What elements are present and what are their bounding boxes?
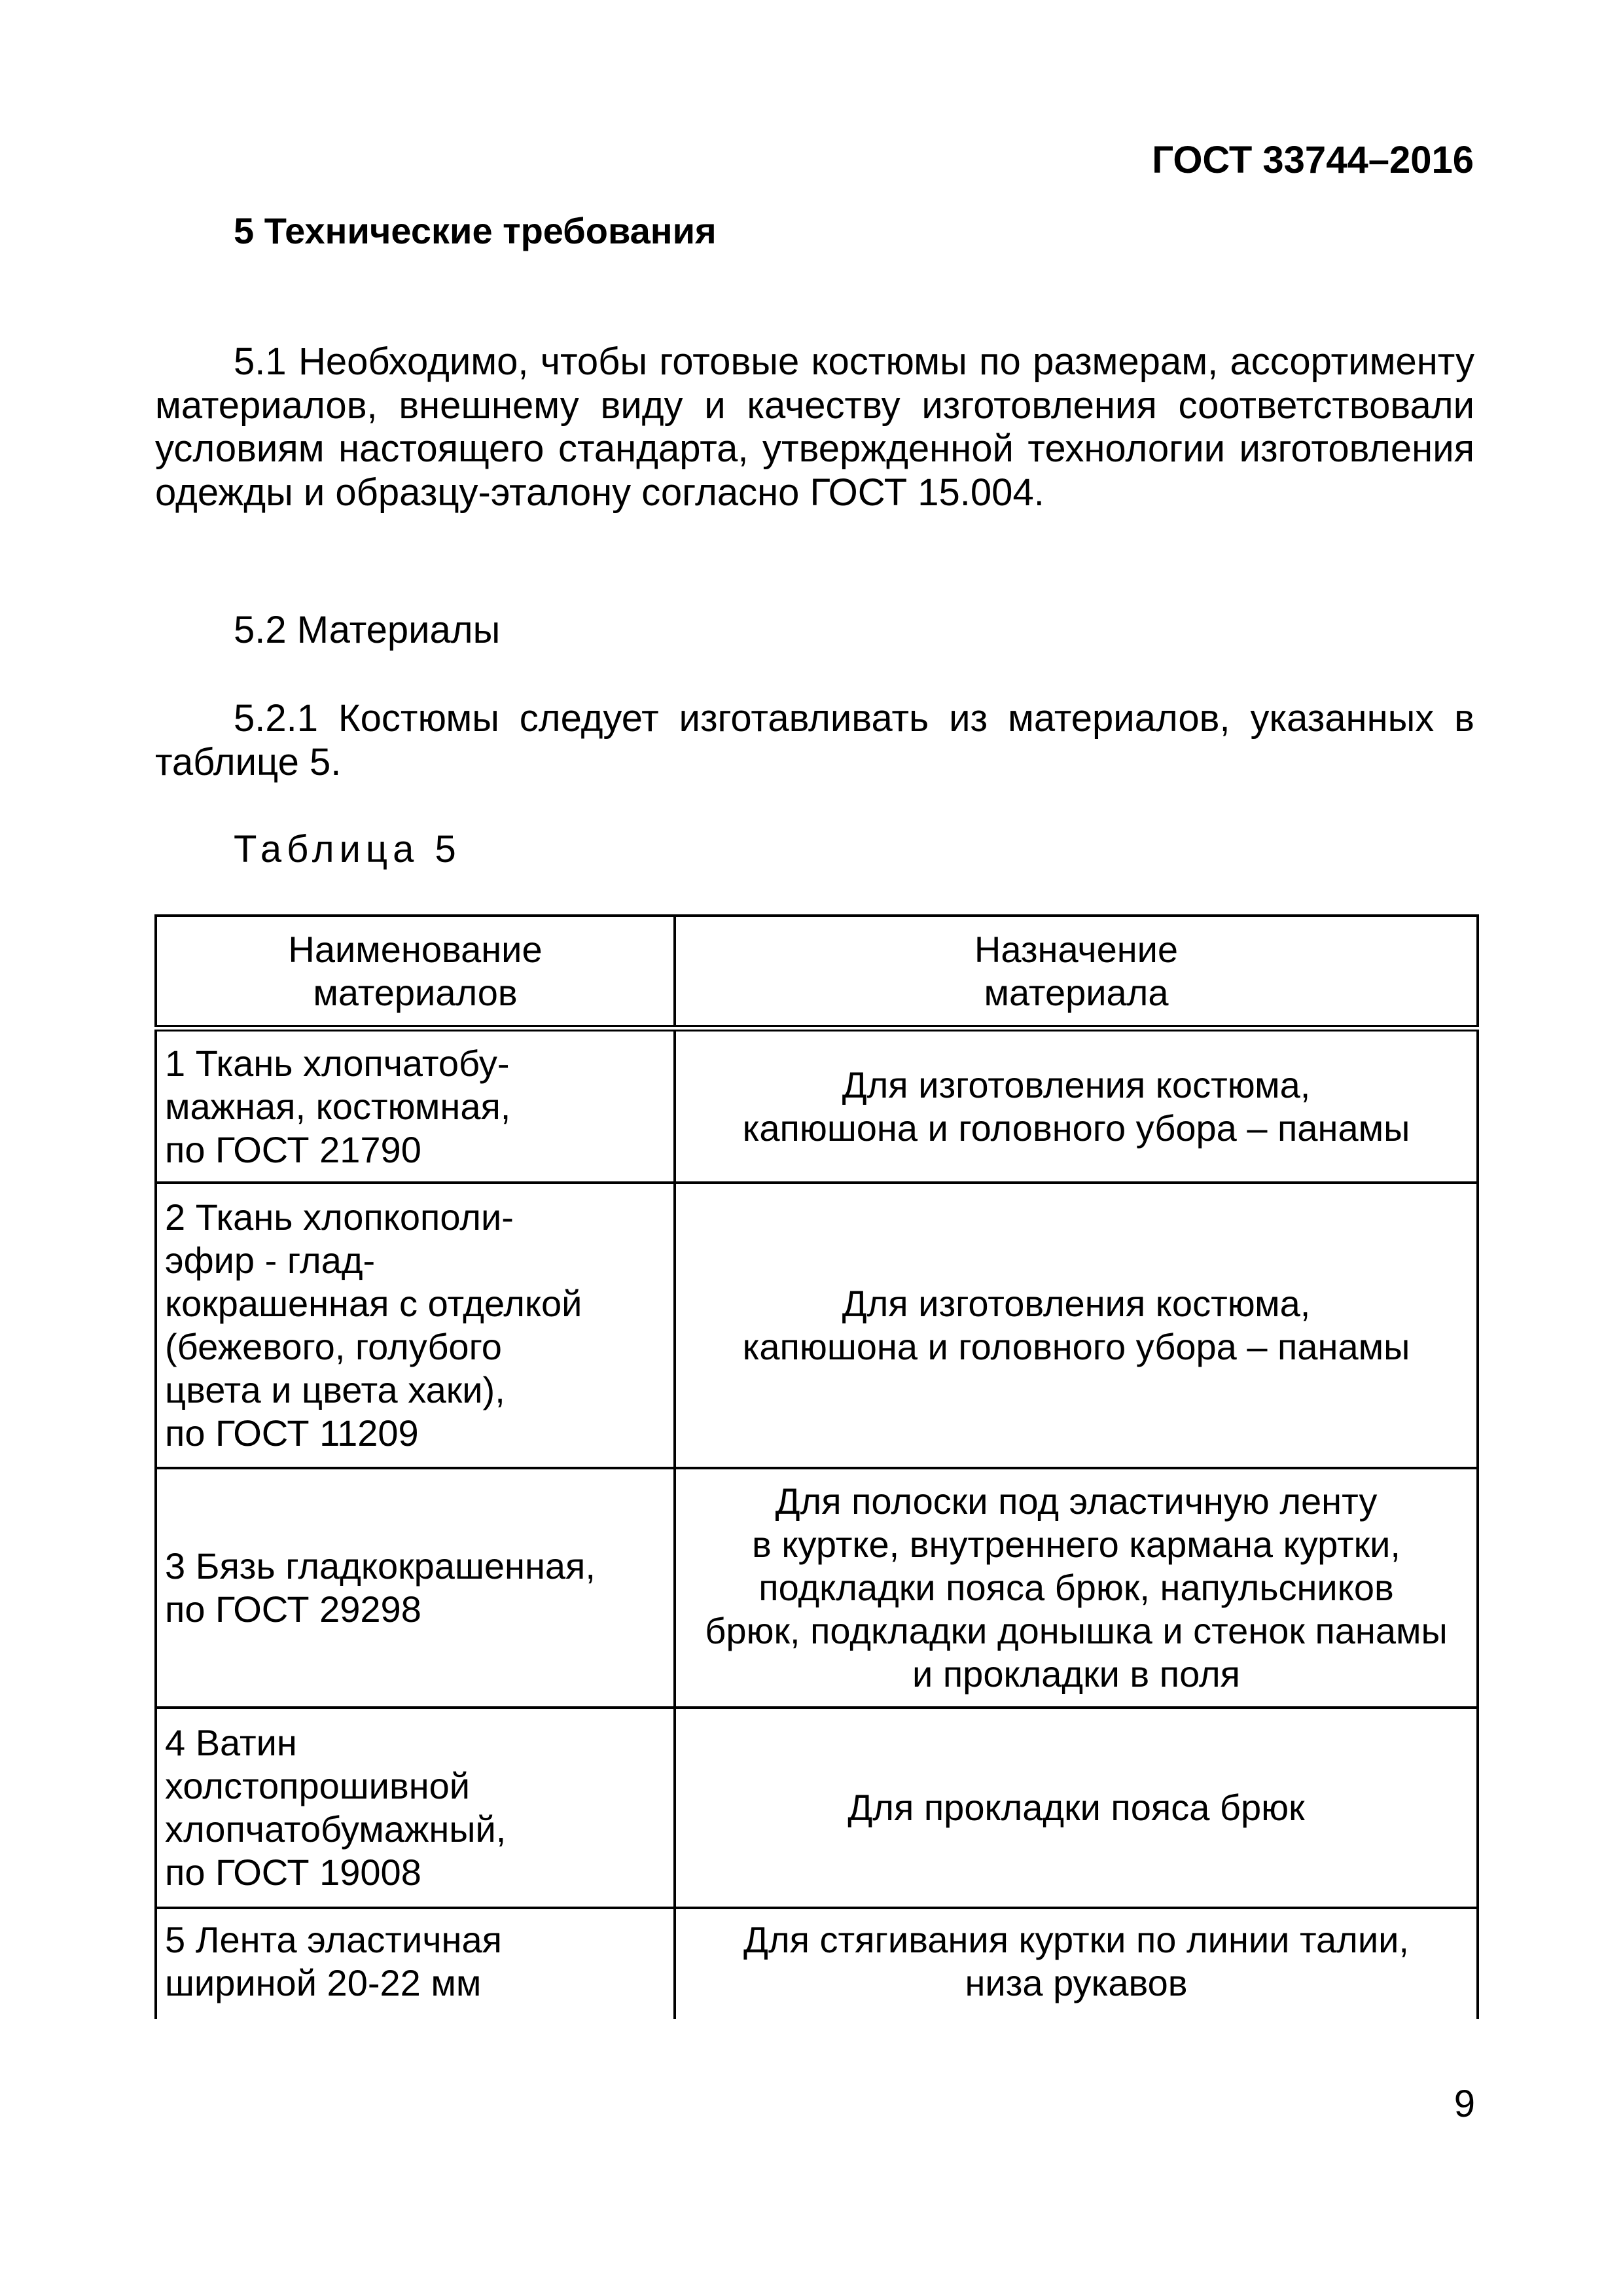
table-row [156,1908,1478,2019]
header-name-text: Наименование материалов [288,928,543,1013]
header-purpose [675,916,1478,1028]
material-name: 3 Бязь гладкокрашенная, по ГОСТ 29298 [165,1545,596,1630]
material-name-cell [156,1708,675,1908]
materials-table [154,914,1479,2019]
material-name-cell [156,1028,675,1183]
document-code: ГОСТ 33744–2016 [1152,139,1474,181]
table-row [156,1708,1478,1908]
material-name: 2 Ткань хлопкополи- эфир - глад- кокрашенная с отделкой (бежевого, голубого цвета и цвета хаки), по ГОСТ 11209 [165,1196,582,1454]
table-row [156,1028,1478,1183]
material-purpose: Для изготовления костюма, капюшона и головного убора – панамы [742,1283,1410,1367]
material-name: 4 Ватин холстопрошивной хлопчатобумажный, по ГОСТ 19008 [165,1722,507,1893]
material-purpose: Для прокладки пояса брюк [847,1787,1305,1828]
material-purpose-cell [675,1708,1478,1908]
table-row [156,1468,1478,1708]
material-name: 5 Лента эластичная шириной 20-22 мм [165,1919,502,2003]
material-name-cell [156,1183,675,1468]
material-purpose-cell [675,1183,1478,1468]
section-title: 5 Технические требования [234,210,717,251]
header-name [156,916,675,1028]
material-name-cell [156,1908,675,2019]
material-purpose: Для изготовления костюма, капюшона и головного убора – панамы [742,1064,1410,1149]
material-purpose-cell [675,1028,1478,1183]
paragraph-5-2: 5.2 Материалы [234,609,501,651]
material-name-cell [156,1468,675,1708]
material-purpose-cell [675,1468,1478,1708]
table-row [156,1183,1478,1468]
table-caption: Таблица 5 [234,828,461,870]
paragraph-5-1: 5.1 Необходимо, чтобы готовые костюмы по размерам, ассортименту материалов, внешнему виду и качеству изготовления соответствовали условиям настоящего стандарта, утвержденной технологии изготовления одежды и образцу-эталону согласно ГОСТ 15.004. [155,340,1474,514]
page-number: 9 [1454,2083,1475,2125]
material-purpose-cell [675,1908,1478,2019]
material-purpose: Для полоски под эластичную ленту в куртке, внутреннего кармана куртки, подкладки пояса брюк, напульсников брюк, подкладки донышка и стенок панамы и прокладки в поля [705,1480,1448,1695]
paragraph-5-2-1: 5.2.1 Костюмы следует изготавливать из материалов, указанных в таблице 5. [155,697,1474,783]
material-purpose: Для стягивания куртки по линии талии, низа рукавов [743,1919,1409,2003]
header-purpose-text: Назначение материала [974,928,1179,1013]
material-name: 1 Ткань хлопчатобу- мажная, костюмная, по ГОСТ 21790 [165,1042,511,1170]
table-header-row [156,916,1478,1028]
